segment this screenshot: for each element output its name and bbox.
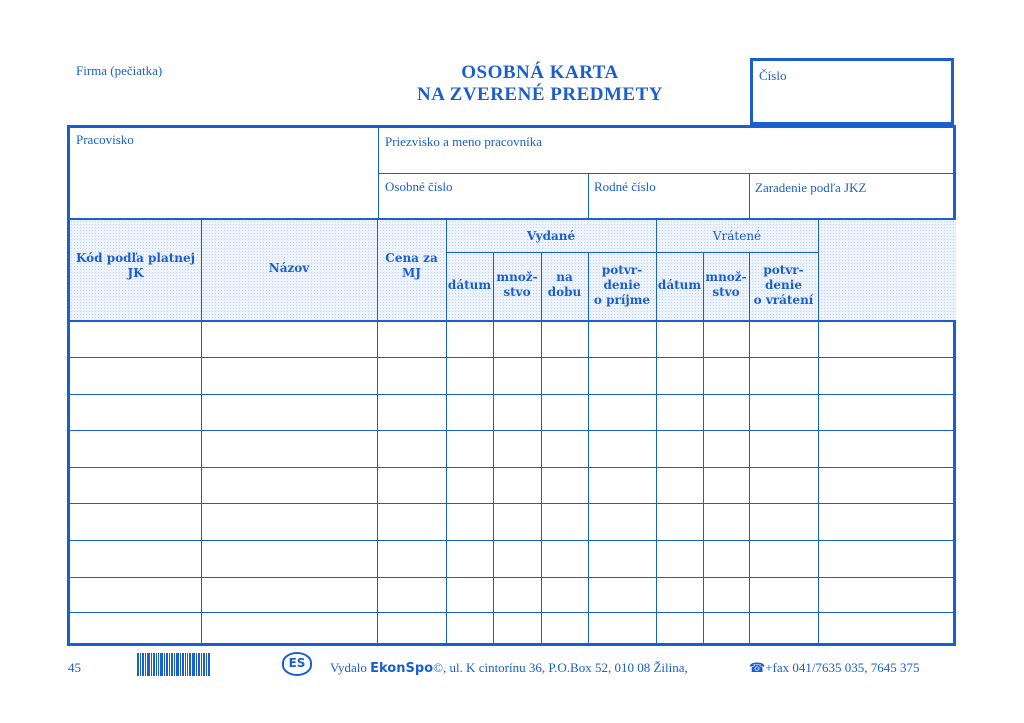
pracovisko-label: Pracovisko — [76, 132, 134, 147]
table-row[interactable] — [70, 467, 956, 468]
table-row[interactable] — [70, 357, 956, 358]
cena-header — [377, 251, 446, 281]
divider — [378, 128, 379, 220]
vratene-datum-header: dátum — [657, 278, 702, 292]
vratene-header: Vrátené — [712, 229, 762, 243]
column-divider — [541, 252, 542, 646]
na-dobu-line2: dobu — [547, 285, 582, 299]
na-dobu-header — [541, 270, 588, 300]
publisher-name: EkonSpo — [370, 661, 434, 676]
kod-header — [70, 251, 201, 281]
vydane-mnozstvo-header — [493, 270, 541, 300]
publisher-prefix: Vydalo — [330, 660, 371, 675]
divider — [378, 173, 956, 174]
potvrdenie-prijme-line1: potvr- — [601, 263, 643, 277]
form-sheet — [67, 125, 956, 646]
table-row[interactable] — [70, 430, 956, 431]
osobne-cislo-label: Osobné číslo — [385, 179, 453, 194]
column-divider — [749, 252, 750, 646]
cena-header-line2: MJ — [402, 266, 421, 280]
column-divider — [493, 252, 494, 646]
zaradenie-label: Zaradenie podľa JKZ — [755, 180, 867, 195]
potvrdenie-vrateni-header — [749, 263, 818, 308]
potvrdenie-prijme-line2: denie — [603, 278, 641, 292]
potvrdenie-vrateni-line1: potvr- — [763, 263, 804, 277]
barcode-icon — [137, 653, 237, 676]
kod-header-line2: JK — [127, 266, 144, 280]
na-dobu-line1: na — [556, 270, 573, 284]
rodne-cislo-label: Rodné číslo — [594, 179, 656, 194]
publisher-logo-icon: ES — [282, 652, 312, 676]
table-row[interactable] — [70, 394, 956, 395]
cislo-label: Číslo — [759, 68, 787, 83]
divider — [446, 252, 818, 253]
firma-label: Firma (pečiatka) — [76, 63, 163, 78]
column-divider — [377, 220, 378, 646]
divider — [749, 173, 750, 220]
column-divider — [818, 220, 819, 646]
potvrdenie-vrateni-line3: o vrátení — [753, 293, 814, 307]
publisher-address: ©, ul. K cintorínu 36, P.O.Box 52, 010 08 Žilina, — [433, 660, 688, 675]
divider — [70, 320, 956, 322]
column-divider — [588, 252, 589, 646]
cena-header-line1: Cena za — [385, 251, 438, 265]
potvrdenie-vrateni-line2: denie — [765, 278, 802, 292]
divider — [588, 173, 589, 220]
table-row[interactable] — [70, 503, 956, 504]
page-number: 45 — [68, 660, 81, 675]
form-title-line2: NA ZVERENÉ PREDMETY — [417, 84, 663, 105]
potvrdenie-prijme-line3: o príjme — [593, 293, 651, 307]
priezvisko-label: Priezvisko a meno pracovníka — [385, 134, 543, 149]
form-title-line1: OSOBNÁ KARTA — [461, 62, 619, 83]
cislo-field[interactable] — [750, 58, 954, 125]
vratene-mnozstvo-header — [703, 270, 749, 300]
table-row[interactable] — [70, 577, 956, 578]
column-divider — [201, 220, 202, 646]
nazov-header: Názov — [268, 261, 310, 275]
potvrdenie-prijme-header — [588, 263, 656, 308]
vydane-mnozstvo-line1: množ- — [496, 270, 538, 284]
vydane-mnozstvo-line2: stvo — [503, 285, 531, 299]
form-title — [390, 62, 690, 106]
table-row[interactable] — [70, 540, 956, 541]
vratene-mnozstvo-line2: stvo — [712, 285, 740, 299]
column-divider — [703, 252, 704, 646]
kod-header-line1: Kód podľa platnej — [75, 251, 195, 265]
publisher-info — [330, 660, 688, 676]
fax-info: ☎+fax 041/7635 035, 7645 375 — [749, 660, 920, 675]
vydane-header: Vydané — [526, 229, 576, 243]
vratene-mnozstvo-line1: množ- — [705, 270, 747, 284]
table-row[interactable] — [70, 612, 956, 613]
vydane-datum-header: dátum — [447, 278, 492, 292]
